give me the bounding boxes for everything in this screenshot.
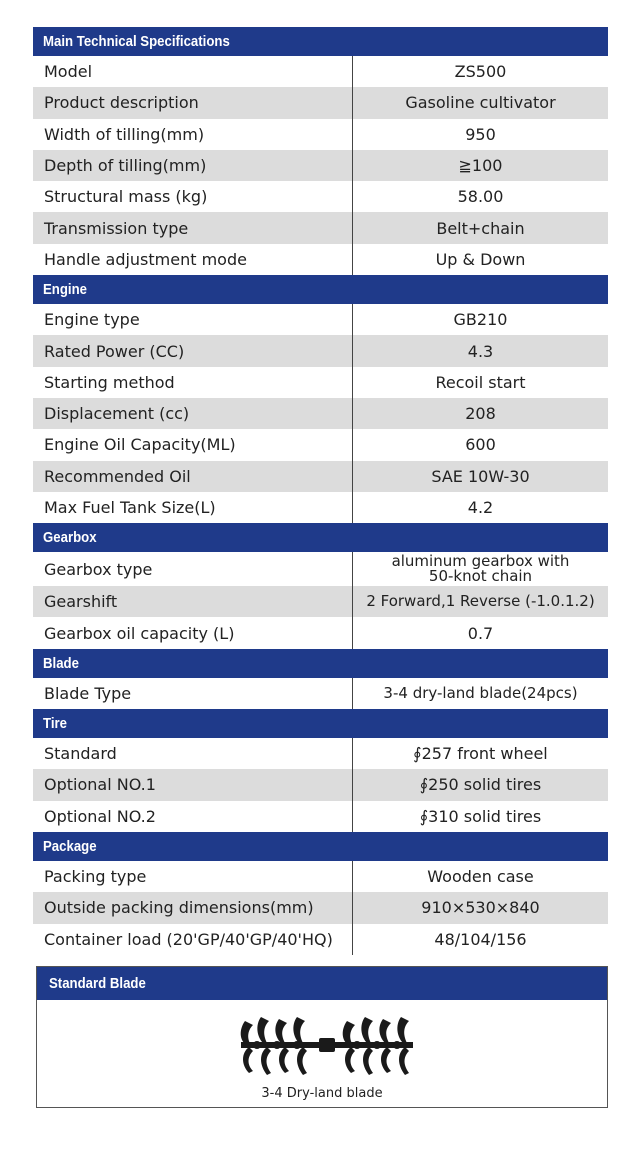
spec-label: Model (33, 56, 353, 87)
spec-value: 950 (465, 124, 496, 144)
spec-row (33, 181, 608, 212)
spec-label: Optional NO.1 (33, 769, 353, 800)
spec-row (33, 119, 608, 150)
spec-value: 0.7 (467, 623, 494, 643)
spec-label: Recommended Oil (33, 461, 353, 492)
spec-row (33, 56, 608, 87)
spec-label: Engine Oil Capacity(ML) (33, 429, 353, 460)
spec-value: 3-4 dry-land blade(24pcs) (383, 683, 578, 702)
spec-row (33, 304, 608, 335)
spec-label: Depth of tilling(mm) (33, 150, 353, 181)
section-title: Tire (43, 715, 67, 733)
spec-value: 58.00 (457, 187, 504, 207)
spec-row (33, 492, 608, 523)
spec-label: Container load (20'GP/40'GP/40'HQ) (33, 924, 353, 955)
spec-row (33, 212, 608, 243)
spec-row (33, 892, 608, 923)
section-header (33, 709, 608, 738)
spec-label: Outside packing dimensions(mm) (33, 892, 353, 923)
section-header (33, 27, 608, 56)
spec-value: ≧100 (458, 156, 503, 176)
spec-label: Gearshift (33, 586, 353, 617)
spec-value: Up & Down (435, 249, 526, 269)
standard-blade-panel (36, 966, 608, 1108)
spec-row (33, 801, 608, 832)
spec-value: 48/104/156 (434, 929, 527, 949)
spec-value: 4.3 (467, 341, 494, 361)
spec-value: Recoil start (435, 372, 526, 392)
section-title: Engine (43, 281, 88, 299)
spec-row (33, 150, 608, 181)
spec-value: Wooden case (427, 867, 534, 887)
spec-label: Product description (33, 87, 353, 118)
spec-row (33, 586, 608, 617)
spec-label: Handle adjustment mode (33, 244, 353, 275)
spec-value: ∮257 front wheel (413, 744, 548, 764)
spec-label: Gearbox type (33, 552, 353, 586)
spec-row (33, 617, 608, 648)
spec-row (33, 244, 608, 275)
spec-row (33, 87, 608, 118)
spec-row (33, 429, 608, 460)
spec-row (33, 552, 608, 586)
section-title: Main Technical Specifications (43, 33, 230, 50)
section-title: Package (43, 837, 97, 855)
spec-label: Standard (33, 738, 353, 769)
spec-value: 600 (465, 435, 496, 455)
spec-label: Gearbox oil capacity (L) (33, 617, 353, 648)
spec-row (33, 335, 608, 366)
spec-value: ∮250 solid tires (419, 775, 542, 795)
standard-blade-header (37, 967, 607, 1000)
spec-label: Blade Type (33, 678, 353, 709)
section-header (33, 523, 608, 552)
spec-row (33, 861, 608, 892)
spec-row (33, 461, 608, 492)
section-header (33, 832, 608, 861)
spec-value: SAE 10W-30 (431, 466, 530, 486)
spec-row (33, 398, 608, 429)
spec-label: Rated Power (CC) (33, 335, 353, 366)
spec-row (33, 367, 608, 398)
standard-blade-caption: 3-4 Dry-land blade (261, 1086, 383, 1101)
spec-value: aluminum gearbox with 50-knot chain (391, 552, 570, 586)
spec-value: 2 Forward,1 Reverse (-1.0.1.2) (366, 592, 595, 611)
section-title: Blade (43, 654, 79, 672)
spec-label: Transmission type (33, 212, 353, 243)
dry-land-blade-image (237, 1011, 417, 1081)
spec-label: Width of tilling(mm) (33, 119, 353, 150)
spec-label: Displacement (cc) (33, 398, 353, 429)
spec-row (33, 678, 608, 709)
standard-blade-title: Standard Blade (49, 975, 146, 992)
spec-label: Packing type (33, 861, 353, 892)
spec-row (33, 769, 608, 800)
spec-value: ZS500 (454, 62, 507, 82)
spec-value: Gasoline cultivator (405, 93, 556, 113)
spec-row (33, 924, 608, 955)
spec-value: ∮310 solid tires (419, 806, 542, 826)
spec-label: Engine type (33, 304, 353, 335)
spec-label: Max Fuel Tank Size(L) (33, 492, 353, 523)
spec-value: 910×530×840 (421, 898, 540, 918)
section-header (33, 275, 608, 304)
spec-label: Optional NO.2 (33, 801, 353, 832)
section-title: Gearbox (43, 529, 97, 547)
section-header (33, 649, 608, 678)
spec-value: 4.2 (467, 498, 494, 517)
spec-sheet (33, 27, 608, 955)
spec-label: Structural mass (kg) (33, 181, 353, 212)
spec-value: GB210 (453, 310, 508, 330)
spec-value: 208 (465, 404, 496, 424)
spec-value: Belt+chain (436, 218, 525, 238)
spec-label: Starting method (33, 367, 353, 398)
spec-row (33, 738, 608, 769)
